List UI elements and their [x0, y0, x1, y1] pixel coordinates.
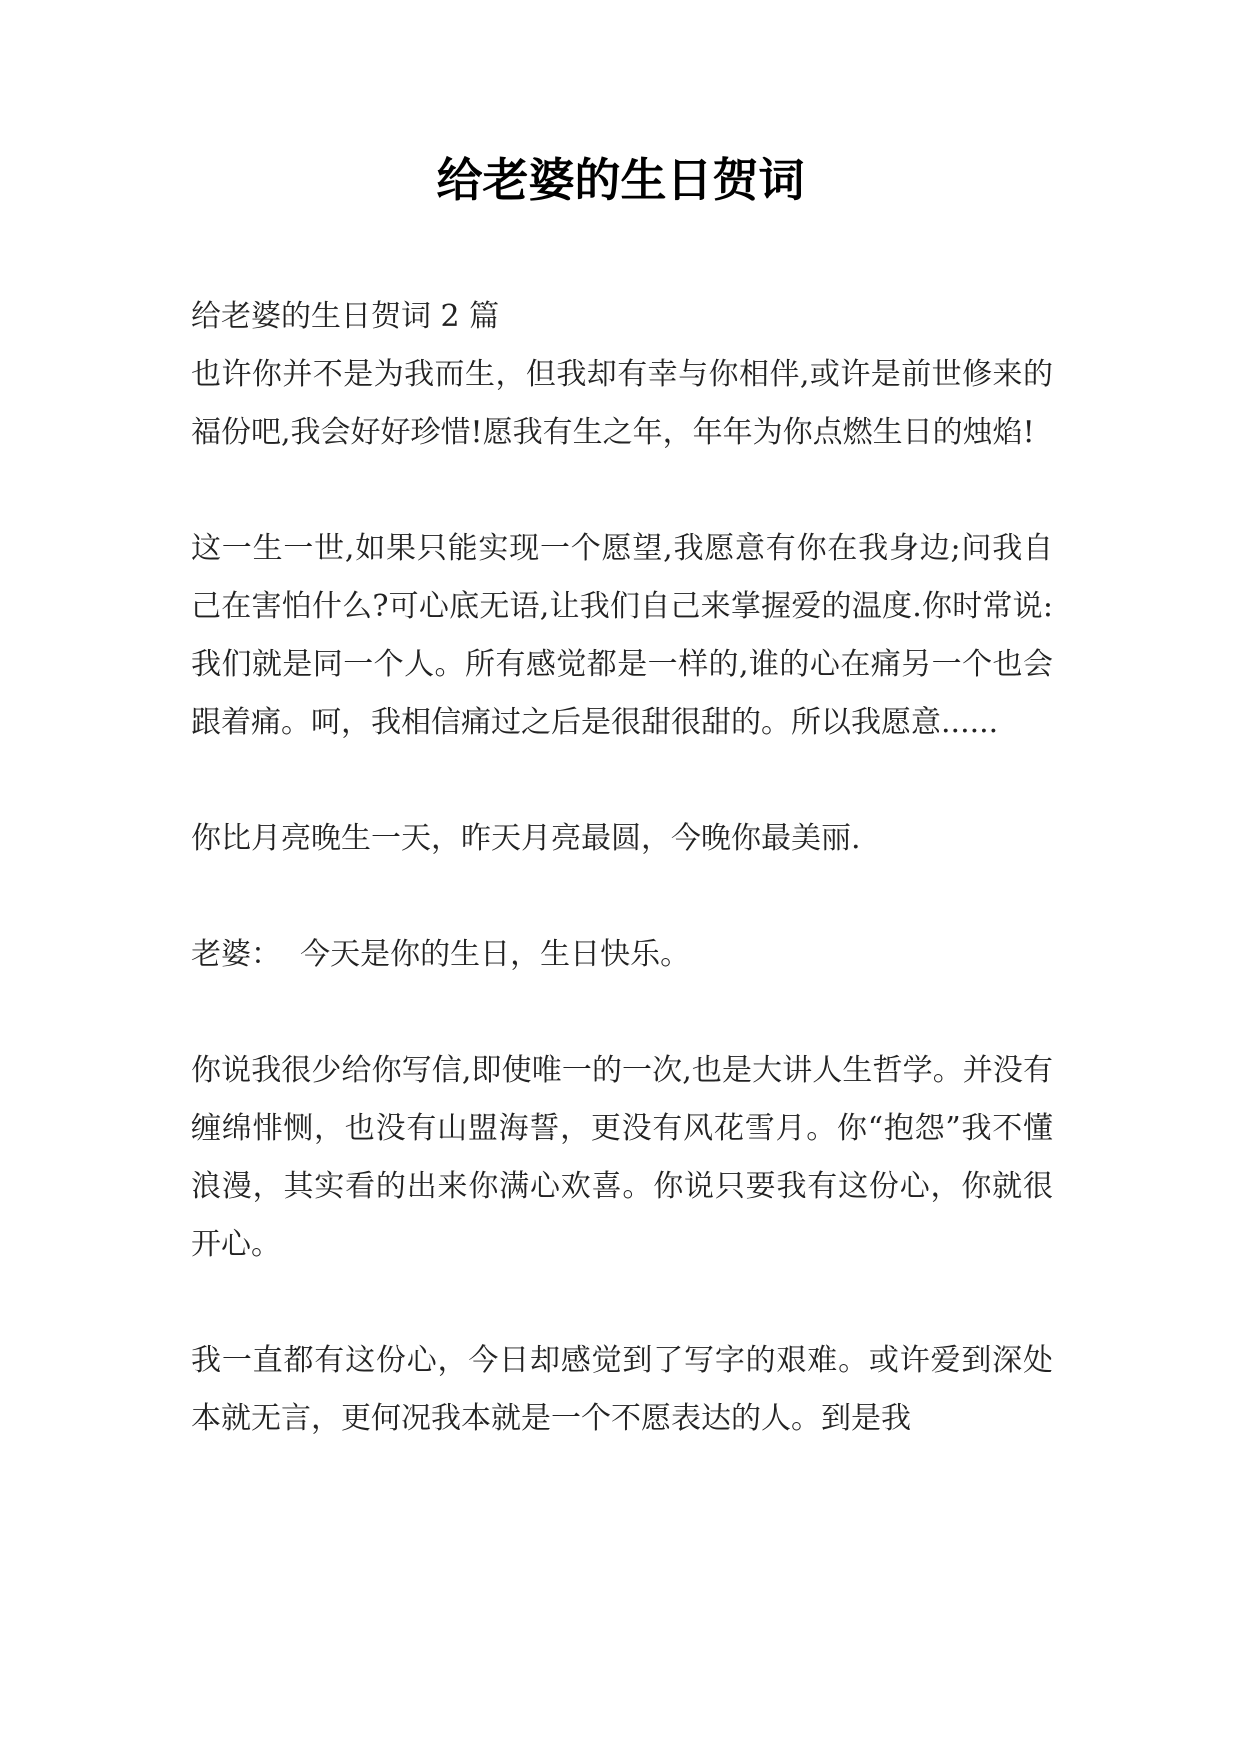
paragraph: 你说我很少给你写信,即使唯一的一次,也是大讲人生哲学。并没有缠绵悱恻，也没有山盟海誓，更没有风花雪月。你“抱怨”我不懂浪漫，其实看的出来你满心欢喜。你说只要我有这份心，你就很开心。 — [191, 1053, 1053, 1262]
subtitle-paragraph: 给老婆的生日贺词 2 篇 — [191, 299, 500, 334]
document-body — [191, 288, 1053, 1448]
paragraph: 这一生一世,如果只能实现一个愿望,我愿意有你在我身边;问我自己在害怕什么?可心底无语,让我们自己来掌握爱的温度.你时常说:我们就是同一个人。所有感觉都是一样的,谁的心在痛另一个也会跟着痛。呵，我相信痛过之后是很甜很甜的。所以我愿意...... — [191, 531, 1053, 740]
document-title: 给老婆的生日贺词 — [436, 153, 805, 207]
paragraph: 你比月亮晚生一天，昨天月亮最圆，今晚你最美丽. — [191, 821, 861, 856]
paragraph: 老婆： 今天是你的生日，生日快乐。 — [191, 937, 691, 972]
paragraph: 也许你并不是为我而生，但我却有幸与你相伴,或许是前世修来的福份吧,我会好好珍惜!愿我有生之年，年年为你点燃生日的烛焰! — [191, 357, 1053, 450]
paragraph: 我一直都有这份心，今日却感觉到了写字的艰难。或许爱到深处本就无言，更何况我本就是一个不愿表达的人。到是我 — [191, 1343, 1053, 1436]
